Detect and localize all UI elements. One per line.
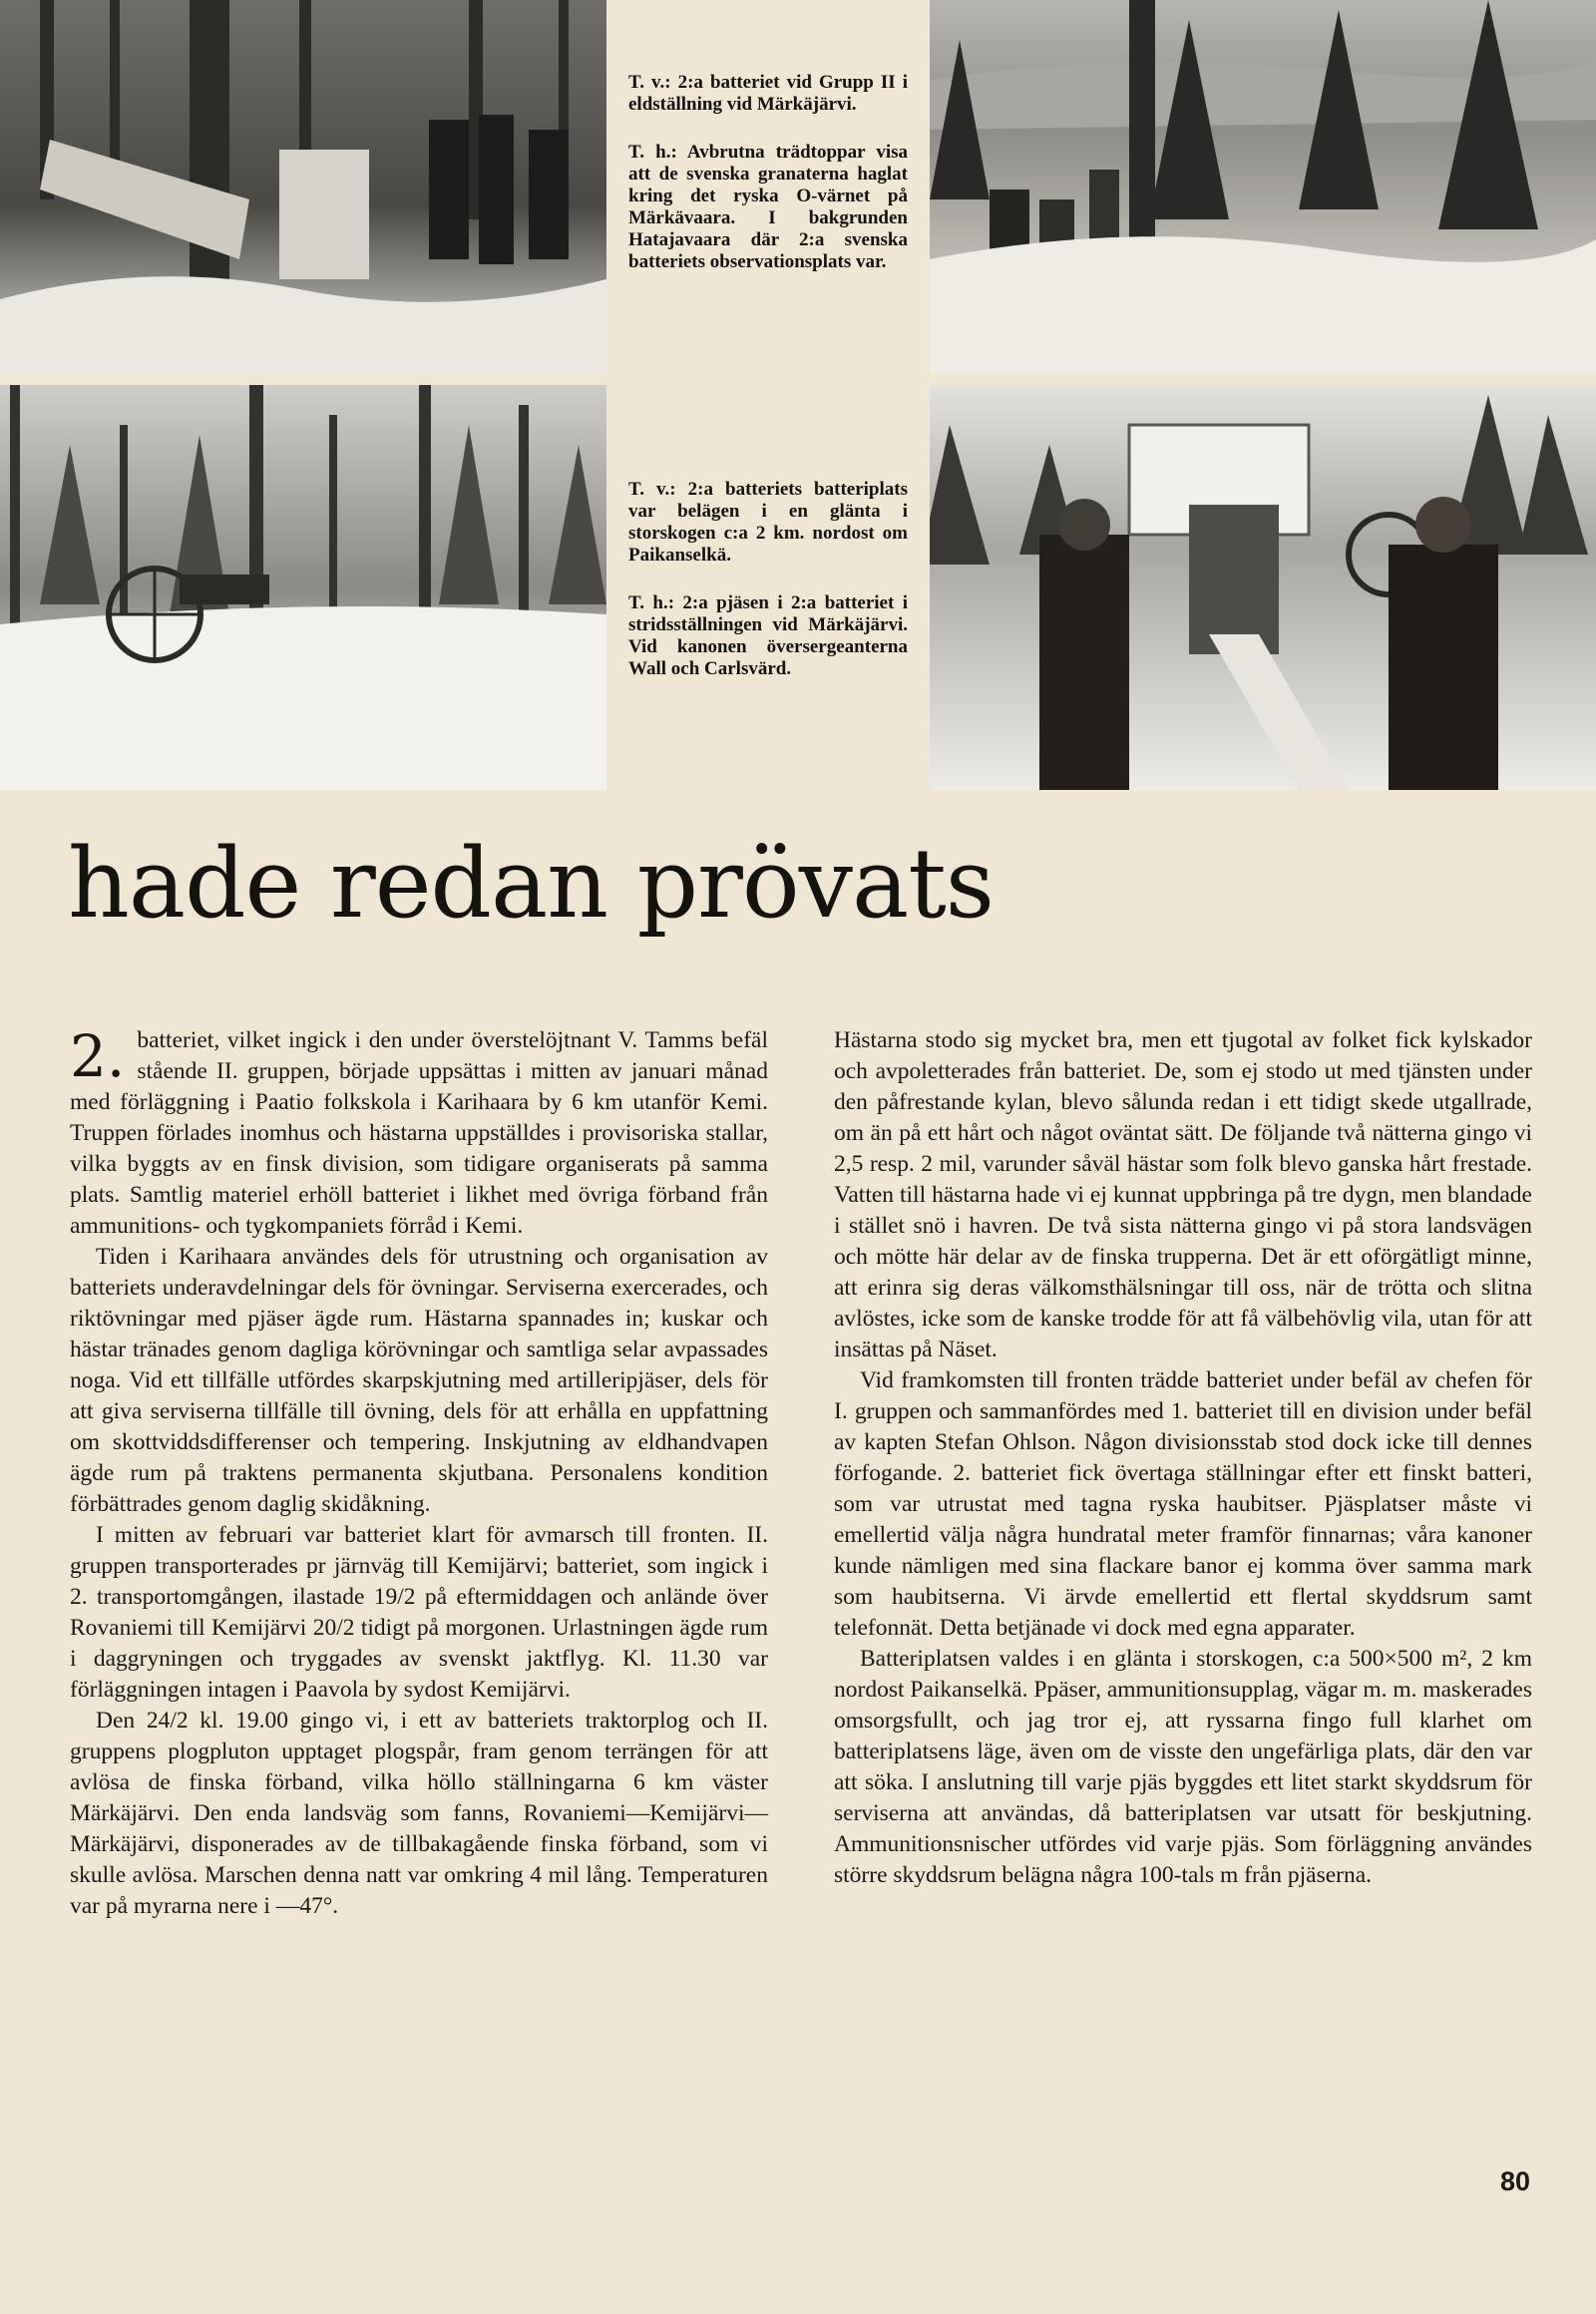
caption-bottom-right: T. h.: 2:a pjäsen i 2:a batteriet i stridsställningen vid Märkäjärvi. Vid kanonen översergeanterna Wall och Carlsvärd.: [628, 592, 908, 679]
caption-top-left: T. v.: 2:a batteriet vid Grupp II i eldställning vid Märkäjärvi.: [628, 72, 908, 115]
body-column-left: [70, 1022, 768, 1922]
paragraph-1-text: batteriet, vilket ingick i den under överstelöjtnant V. Tamms befäl stående II. gruppen, började uppsättas i mitten av januari månad med förläggning i Paatio folkskola i Karihaara by 6 km utanför Kemi. Truppen förlades inomhus och hästarna uppställdes i provisoriska stallar, vilka byggts av en finsk division, som tidigare organiserats på samma plats. Samtlig materiel erhöll batteriet i likhet med övriga förband från ammunitions- och tygkompaniets förråd i Kemi.: [70, 1027, 768, 1239]
paragraph-3: I mitten av februari var batteriet klart för avmarsch till fronten. II. gruppen transporterades pr järnväg till Kemijärvi; batteriet, som ingick i 2. transportomgången, ilastade 19/2 på eftermiddagen och anlände över Rovaniemi till Kemijärvi 20/2 tidigt på morgonen. Urlastningen ägde rum i daggryningen och tryggades av svenskt jaktflyg. Kl. 11.30 var förläggningen intagen i Paavola by sydost Kemijärvi.: [70, 1522, 768, 1703]
paragraph-7: Batteriplatsen valdes i en glänta i storskogen, c:a 500×500 m², 2 km nordost Paikanselkä. Ppäser, ammunitionsupplag, vägar m. m. maskerades omsorgsfullt, och jag tror ej, att ryssarna fingo full klarhet om batteriplatsens läge, även om de visste den ungefärliga plats, där den var att söka. I anslutning till varje pjäs byggdes ett litet starkt skyddsrum för serviserna att användas, då batteriplatsen var utsatt för beskjutning. Ammunitionsnischer utfördes vid varje pjäs. Som förläggning användes större skyddsrum belägna några 100-tals m från pjäserna.: [834, 1646, 1532, 1888]
paragraph-1: [70, 1022, 768, 1242]
body-column-right: [834, 1025, 1532, 1891]
page-number: 80: [1500, 2166, 1531, 2196]
dropcap: 2.: [70, 1022, 126, 1090]
photo-treetops-top-right: [930, 0, 1596, 373]
photo-gun-crew-bottom-right: [930, 385, 1596, 790]
caption-top-right: T. h.: Avbrutna trädtoppar visa att de svenska granaterna haglat kring det ryska O-värnet på Märkävaara. I bakgrunden Hatajavaara där 2:a svenska batteriets observationsplats var.: [628, 142, 908, 272]
photo-battery-clearing-bottom-left: [0, 385, 606, 790]
photo-battery-position-top-left: [0, 0, 606, 373]
paragraph-5: Hästarna stodo sig mycket bra, men ett tjugotal av folket fick kylskador och avpoletterades från batteriet. De, som ej stodo ut med tjänsten under den påfrestande kylan, blevo sålunda redan i ett tidigt skede utgallrade, om än på ett hårt och något oväntat sätt. De följande två nätterna gingo vi 2,5 resp. 2 mil, varunder såväl hästar som folk blevo ganska hårt frestade. Vatten till hästarna hade vi ej kunnat uppbringa på tre dygn, men blandade i stället snö i havren. De två sista nätterna gingo vi på stora landsvägen och mötte här delar av de finska trupperna. Det är ett oförgätligt minne, att erinra sig deras välkomsthälsningar till oss, när de trötta och slitna avlöstes, icke som de kanske trodde för att få välbehövlig vila, utan för att insättas på Näset.: [834, 1027, 1532, 1362]
caption-column-bottom: [628, 479, 908, 706]
paragraph-2: Tiden i Karihaara användes dels för utrustning och organisation av batteriets underavdelningar dels för övningar. Serviserna exercerades, och riktövningar med pjäser ägde rum. Hästarna spannades in; kuskar och hästar tränades genom dagliga körövningar och samtliga selar avpassades noga. Vid ett tillfälle utfördes skarpskjutning med artilleripjäser, dels för att giva serviserna tillfälle till övning, dels för att erhålla en uppfattning om skottviddsdifferenser och tempering. Inskjutning av eldhandvapen ägde rum på traktens permanenta skjutbana. Personalens kondition förbättrades genom daglig skidåkning.: [70, 1244, 768, 1517]
article-headline: hade redan prövats: [68, 828, 995, 940]
paragraph-4: Den 24/2 kl. 19.00 gingo vi, i ett av batteriets traktorplog och II. gruppens plogpluton upptaget plogspår, fram genom terrängen för att avlösa de finska förband, vilka höllo ställningarna 6 km väster Märkäjärvi. Den enda landsväg som fanns, Rovaniemi—Kemijärvi—Märkäjärvi, disponerades av de tillbakagående finska förband, som vi skulle avlösa. Marschen denna natt var omkring 4 mil lång. Temperaturen var på myrarna nere i —47°.: [70, 1708, 768, 1919]
caption-column-top: [628, 72, 908, 299]
caption-bottom-left: T. v.: 2:a batteriets batteriplats var belägen i en glänta i storskogen c:a 2 km. nordost om Paikanselkä.: [628, 479, 908, 566]
paragraph-6: Vid framkomsten till fronten trädde batteriet under befäl av chefen för I. gruppen och sammanfördes med 1. batteriet till en division under befäl av kapten Stefan Ohlson. Någon divisionsstab stod dock icke till dennes förfogande. 2. batteriet fick övertaga ställningar efter ett finskt batteri, som var utrustat med tagna ryska haubitser. Pjäsplatser måste vi emellertid välja några hundratal meter framför finnarnas; våra kanoner kunde nämligen med sina flackare banor ej komma över samma mark som haubitserna. Vi ärvde emellertid ett flertal skyddsrum samt telefonnät. Detta betjänade vi dock med egna apparater.: [834, 1367, 1532, 1641]
